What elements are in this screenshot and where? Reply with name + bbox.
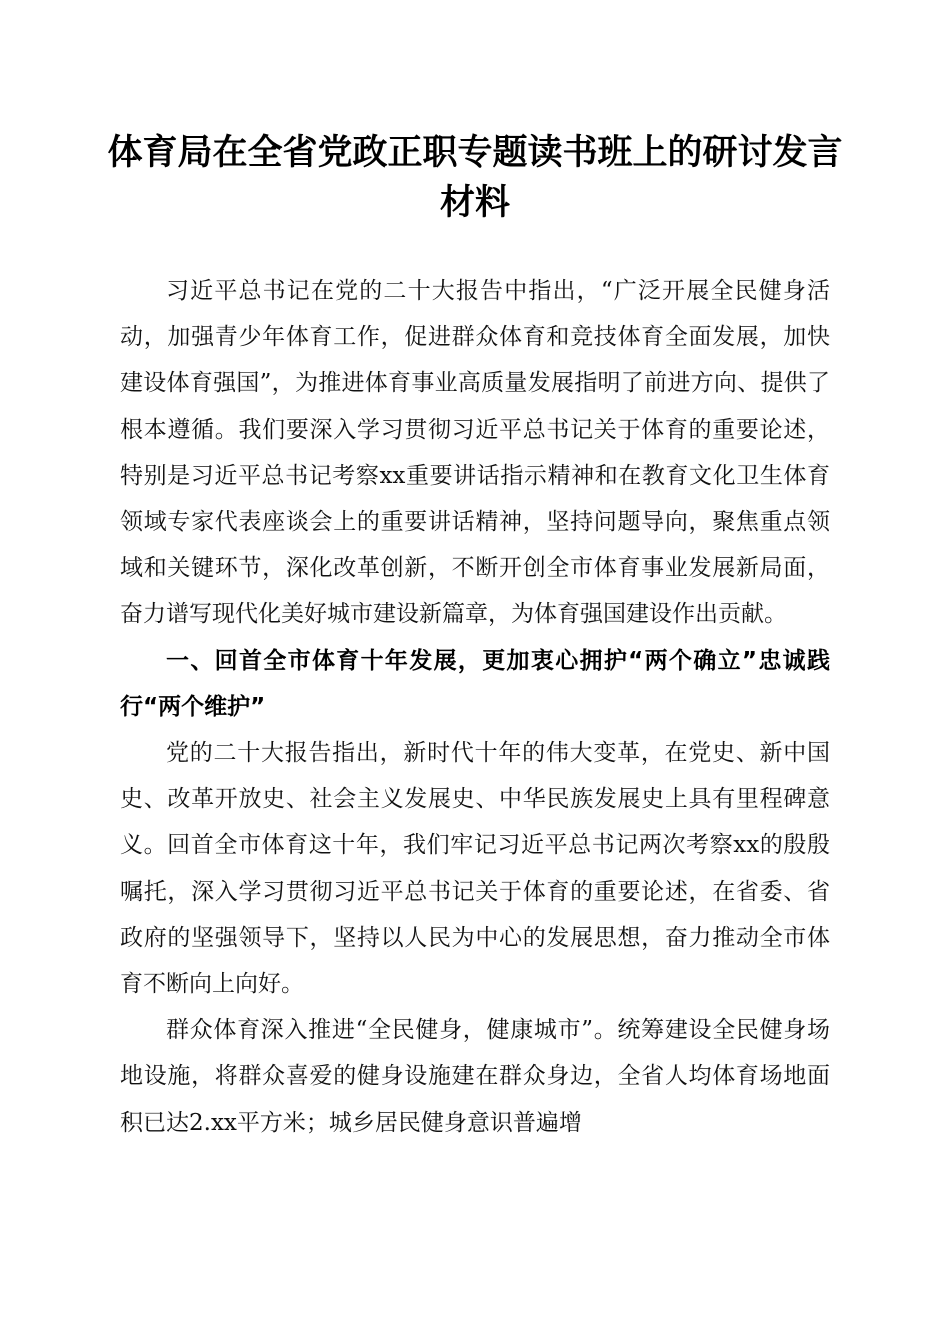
document-title: 体育局在全省党政正职专题读书班上的研讨发言材料	[107, 132, 843, 223]
section-1-heading: 一、回首全市体育十年发展，更加衷心拥护“两个确立”忠诚践行“两个维护”	[120, 647, 830, 720]
section-1-paragraph-2: 群众体育深入推进“全民健身，健康城市”。统筹建设全民健身场地设施，将群众喜爱的健身设施建在群众身边，全省人均体育场地面积已达2.xx平方米；城乡居民健身意识普遍增	[120, 1017, 830, 1136]
document-body	[120, 268, 830, 1146]
intro-paragraph: 习近平总书记在党的二十大报告中指出，“广泛开展全民健身活动，加强青少年体育工作，促进群众体育和竞技体育全面发展，加快建设体育强国”，为推进体育事业高质量发展指明了前进方向、提供了根本遵循。我们要深入学习贯彻习近平总书记关于体育的重要论述，特别是习近平总书记考察xx重要讲话指示精神和在教育文化卫生体育领域专家代表座谈会上的重要讲话精神，坚持问题导向，聚焦重点领域和关键环节，深化改革创新，不断开创全市体育事业发展新局面，奋力谱写现代化美好城市建设新篇章，为体育强国建设作出贡献。	[120, 278, 830, 628]
section-1-paragraph-1: 党的二十大报告指出，新时代十年的伟大变革，在党史、新中国史、改革开放史、社会主义发展史、中华民族发展史上具有里程碑意义。回首全市体育这十年，我们牢记习近平总书记两次考察xx的殷殷嘱托，深入学习贯彻习近平总书记关于体育的重要论述，在省委、省政府的坚强领导下，坚持以人民为中心的发展思想，奋力推动全市体育不断向上向好。	[120, 740, 830, 998]
